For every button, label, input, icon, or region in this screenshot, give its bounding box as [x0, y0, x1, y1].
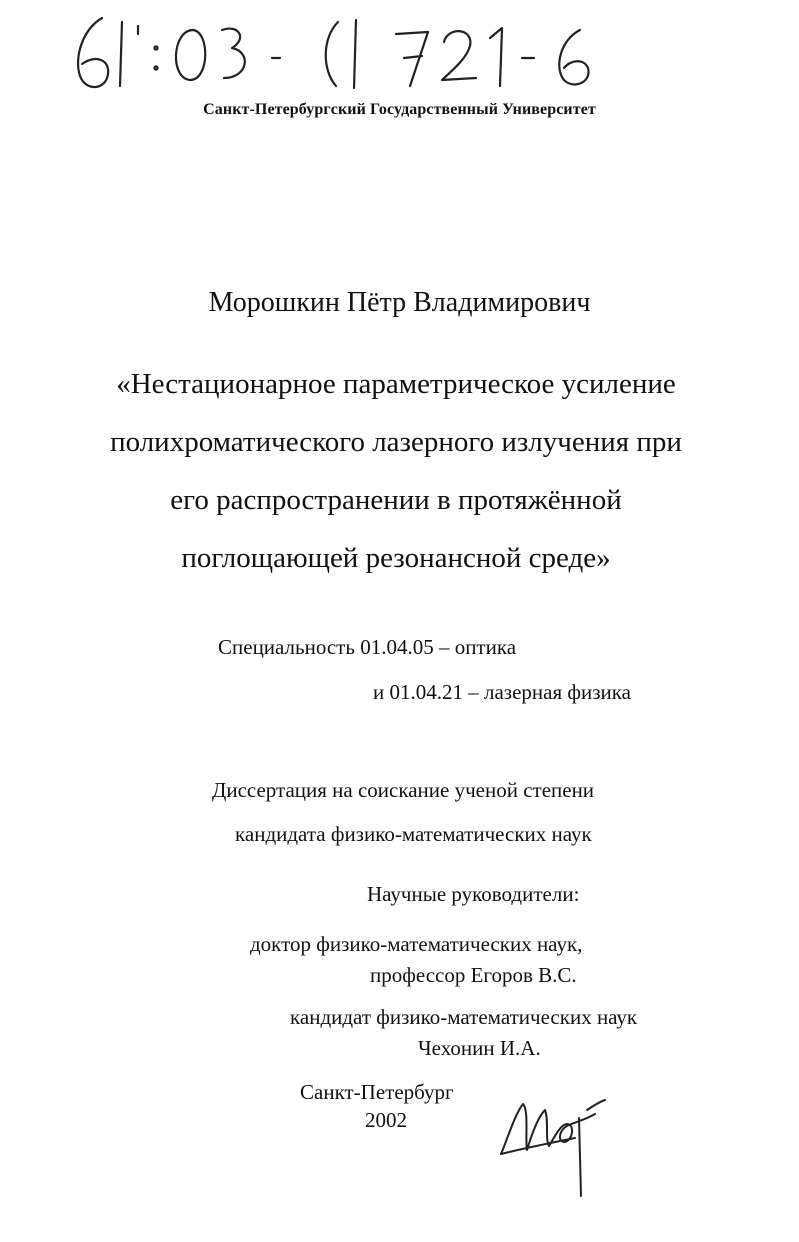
- supervisor-1-name: профессор Егоров В.С.: [370, 963, 577, 987]
- supervisor-2-name: Чехонин И.А.: [418, 1036, 541, 1060]
- dissertation-line-2: кандидата физико-математических наук: [235, 822, 592, 846]
- dissertation-line-1: Диссертация на соискание ученой степени: [212, 778, 595, 802]
- supervisor-2-degree: кандидат физико-математических наук: [290, 1005, 638, 1029]
- city: Санкт-Петербург: [300, 1080, 454, 1104]
- specialty-line-2: и 01.04.21 – лазерная физика: [373, 680, 631, 704]
- supervisors-heading: Научные руководители:: [367, 882, 580, 906]
- supervisor-1-degree: доктор физико-математических наук,: [250, 932, 583, 956]
- specialty-line-1: Специальность 01.04.05 – оптика: [218, 635, 517, 659]
- handwritten-catalog-code: [60, 8, 620, 98]
- author-name: Морошкин Пётр Владимирович: [208, 287, 591, 318]
- thesis-title-line: его распространении в протяжённой: [170, 484, 622, 516]
- thesis-title-line: полихроматического лазерного излучения при: [110, 426, 682, 458]
- thesis-title-line: поглощающей резонансной среде»: [181, 542, 611, 574]
- year: 2002: [365, 1108, 407, 1132]
- thesis-title-line: «Нестационарное параметрическое усиление: [116, 368, 676, 400]
- university-name: Санкт-Петербургский Государственный Университет: [203, 101, 596, 118]
- handwritten-signature: [495, 1080, 615, 1200]
